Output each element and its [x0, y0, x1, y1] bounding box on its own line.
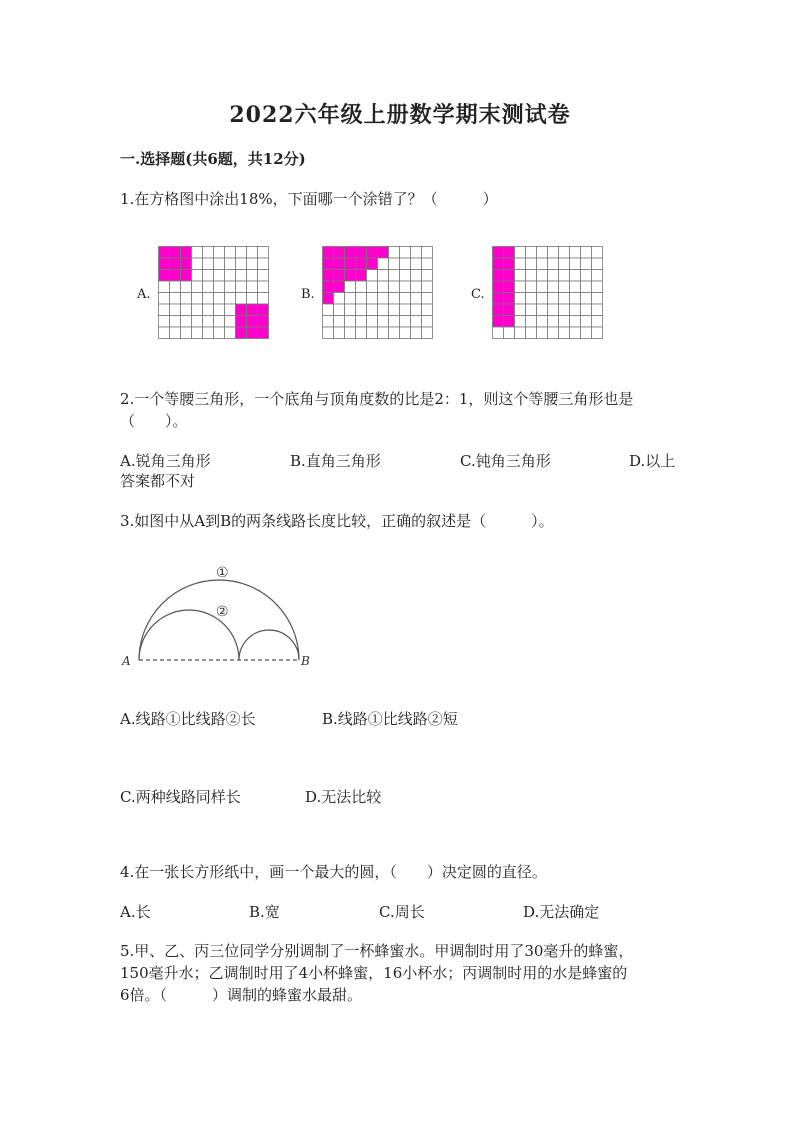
grid-c-cell: [570, 247, 581, 259]
grid-b-cell: [367, 293, 378, 305]
grid-a-cell: [159, 293, 170, 305]
grid-c-cell: [515, 258, 526, 270]
grid-a-cell: [247, 270, 258, 282]
grid-c-cell: [570, 258, 581, 270]
grid-a-cell: [192, 281, 203, 293]
grid-c-shaded-cell: [493, 270, 504, 282]
grid-a-shaded-cell: [247, 327, 258, 339]
grid-a-cell: [236, 293, 247, 305]
grid-b-cell: [323, 316, 334, 328]
grid-c-cell: [548, 270, 559, 282]
grid-b-cell: [389, 281, 400, 293]
grid-b-shaded-cell: [345, 258, 356, 270]
grid-c-cell: [592, 281, 603, 293]
grid-c-cell: [559, 258, 570, 270]
grid-c-cell: [559, 293, 570, 305]
grid-c-cell: [537, 316, 548, 328]
grid-a-cell: [181, 281, 192, 293]
grid-b-cell: [422, 293, 433, 305]
grid-figure-c: [492, 246, 602, 339]
grid-c-cell: [537, 293, 548, 305]
grid-c-cell: [548, 316, 559, 328]
question-3-text: 3.如图中从A到B的两条线路长度比较，正确的叙述是（ ）。: [120, 512, 554, 530]
route-2-small-arc: [239, 630, 299, 660]
grid-c-cell: [559, 327, 570, 339]
question-3-option-a: A.线路①比线路②长: [120, 710, 256, 728]
grid-b-cell: [389, 270, 400, 282]
grid-b-cell: [389, 258, 400, 270]
grid-a-cell: [170, 316, 181, 328]
question-5-line-2: 150毫升水；乙调制时用了4小杯蜂蜜，16小杯水；丙调制时用的水是蜂蜜的: [120, 964, 628, 982]
grid-a-cell: [170, 327, 181, 339]
grid-b-cell: [323, 327, 334, 339]
grid-b-cell: [411, 327, 422, 339]
grid-a-cell: [181, 293, 192, 305]
grid-c-shaded-cell: [493, 304, 504, 316]
grid-c-cell: [515, 247, 526, 259]
grid-a-cell: [181, 316, 192, 328]
grid-a-cell: [236, 247, 247, 259]
question-4-option-c: C.周长: [379, 903, 425, 921]
grid-a-shaded-cell: [181, 258, 192, 270]
question-2-line-1: 2.一个等腰三角形，一个底角与顶角度数的比是2：1，则这个等腰三角形也是: [120, 390, 634, 408]
grid-c-cell: [581, 293, 592, 305]
grid-a-cell: [192, 270, 203, 282]
grid-a-cell: [159, 281, 170, 293]
grid-c-cell: [570, 304, 581, 316]
question-1-text: 1.在方格图中涂出18%，下面哪一个涂错了？（ ）: [120, 190, 498, 208]
grid-c-cell: [526, 304, 537, 316]
grid-a-cell: [192, 258, 203, 270]
grid-b-cell: [400, 270, 411, 282]
grid-b-cell: [389, 304, 400, 316]
grid-b-cell: [367, 270, 378, 282]
grid-a-cell: [214, 258, 225, 270]
grid-c-cell: [493, 327, 504, 339]
grid-b-cell: [334, 304, 345, 316]
grid-c-cell: [526, 281, 537, 293]
grid-b-shaded-cell: [323, 281, 334, 293]
grid-c-cell: [581, 327, 592, 339]
grid-c-cell: [570, 281, 581, 293]
grid-b-cell: [378, 327, 389, 339]
grid-a-cell: [225, 293, 236, 305]
question-4-option-b: B.宽: [249, 903, 280, 921]
grid-a-cell: [203, 247, 214, 259]
grid-c-cell: [548, 247, 559, 259]
grid-a-shaded-cell: [247, 304, 258, 316]
grid-c-shaded-cell: [504, 247, 515, 259]
grid-b-cell: [389, 327, 400, 339]
grid-a-shaded-cell: [170, 270, 181, 282]
grid-b-cell: [345, 304, 356, 316]
grid-c-cell: [526, 258, 537, 270]
grid-c-cell: [581, 304, 592, 316]
grid-b-cell: [378, 258, 389, 270]
grid-b-cell: [367, 281, 378, 293]
grid-a-cell: [203, 316, 214, 328]
grid-b-shaded-cell: [334, 281, 345, 293]
grid-a-shaded-cell: [159, 247, 170, 259]
grid-a-shaded-cell: [236, 316, 247, 328]
grid-a-label: A.: [137, 287, 151, 302]
grid-a-cell: [225, 281, 236, 293]
grid-b-cell: [411, 270, 422, 282]
grid-c-cell: [559, 316, 570, 328]
grid-c-cell: [526, 316, 537, 328]
grid-a-cell: [192, 327, 203, 339]
grid-a-cell: [159, 316, 170, 328]
grid-b-cell: [422, 258, 433, 270]
grid-figure-a: [158, 246, 268, 339]
grid-c-cell: [548, 258, 559, 270]
grid-b-cell: [389, 247, 400, 259]
grid-c-cell: [537, 281, 548, 293]
question-5-line-1: 5.甲、乙、丙三位同学分别调制了一杯蜂蜜水。甲调制时用了30毫升的蜂蜜，: [120, 942, 634, 960]
grid-a-cell: [214, 327, 225, 339]
grid-c-cell: [592, 258, 603, 270]
grid-b-shaded-cell: [345, 270, 356, 282]
question-2-line-2: （ ）。: [120, 412, 188, 430]
grid-b-cell: [356, 316, 367, 328]
grid-b-cell: [400, 327, 411, 339]
grid-a-shaded-cell: [236, 327, 247, 339]
grid-c-shaded-cell: [504, 304, 515, 316]
grid-a-cell: [214, 316, 225, 328]
grid-b-shaded-cell: [378, 247, 389, 259]
grid-b-cell: [345, 293, 356, 305]
grid-a-cell: [170, 281, 181, 293]
grid-a-cell: [236, 270, 247, 282]
grid-c-cell: [570, 293, 581, 305]
grid-c-cell: [559, 247, 570, 259]
grid-a-cell: [247, 293, 258, 305]
grid-c-cell: [526, 247, 537, 259]
question-2-option-d: D.以上: [629, 452, 676, 470]
question-3-option-b: B.线路①比线路②短: [322, 710, 458, 728]
route-2-marker: ②: [216, 604, 229, 620]
grid-b-cell: [411, 281, 422, 293]
grid-b-cell: [378, 293, 389, 305]
grid-a-shaded-cell: [181, 247, 192, 259]
grid-figure-b: [322, 246, 432, 339]
grid-c-cell: [537, 327, 548, 339]
grid-b-cell: [422, 247, 433, 259]
grid-a-shaded-cell: [170, 247, 181, 259]
grid-a-cell: [225, 316, 236, 328]
grid-b-cell: [422, 316, 433, 328]
grid-c-cell: [592, 247, 603, 259]
grid-b-shaded-cell: [345, 247, 356, 259]
grid-b-cell: [422, 304, 433, 316]
question-3-option-d: D.无法比较: [305, 788, 382, 806]
grid-c-shaded-cell: [493, 258, 504, 270]
grid-b-cell: [400, 258, 411, 270]
grid-a-cell: [236, 281, 247, 293]
grid-a-cell: [225, 270, 236, 282]
grid-a-cell: [192, 316, 203, 328]
grid-b-cell: [411, 293, 422, 305]
grid-b-label: B.: [301, 287, 315, 302]
grid-a-cell: [247, 258, 258, 270]
grid-b-cell: [411, 304, 422, 316]
grid-b-cell: [422, 281, 433, 293]
question-4-option-a: A.长: [120, 903, 151, 921]
grid-b-cell: [389, 293, 400, 305]
grid-c-cell: [515, 327, 526, 339]
grid-b-cell: [422, 327, 433, 339]
grid-b-cell: [389, 316, 400, 328]
grid-b-cell: [411, 316, 422, 328]
grid-c-shaded-cell: [504, 316, 515, 328]
grid-a-cell: [258, 258, 269, 270]
question-4-text: 4.在一张长方形纸中，画一个最大的圆，（ ）决定圆的直径。: [120, 863, 547, 881]
grid-b-shaded-cell: [356, 247, 367, 259]
grid-a-cell: [247, 281, 258, 293]
grid-c-cell: [537, 258, 548, 270]
grid-a-cell: [225, 258, 236, 270]
grid-a-cell: [181, 327, 192, 339]
grid-c-cell: [515, 281, 526, 293]
grid-c-cell: [515, 304, 526, 316]
grid-b-shaded-cell: [323, 258, 334, 270]
grid-b-cell: [422, 270, 433, 282]
question-5-line-3: 6倍。（ ）调制的蜂蜜水最甜。: [120, 986, 363, 1004]
grid-b-cell: [345, 327, 356, 339]
grid-c-cell: [515, 293, 526, 305]
grid-c-cell: [515, 316, 526, 328]
grid-c-shaded-cell: [493, 293, 504, 305]
grid-c-shaded-cell: [504, 293, 515, 305]
grid-a-shaded-cell: [247, 316, 258, 328]
question-2-option-c: C.钝角三角形: [460, 452, 551, 470]
grid-c-cell: [570, 316, 581, 328]
grid-c-cell: [581, 258, 592, 270]
grid-c-cell: [537, 270, 548, 282]
grid-b-shaded-cell: [367, 258, 378, 270]
grid-a-cell: [203, 281, 214, 293]
grid-a-cell: [203, 327, 214, 339]
grid-c-cell: [504, 327, 515, 339]
grid-a-cell: [159, 327, 170, 339]
grid-c-cell: [592, 293, 603, 305]
grid-a-cell: [214, 304, 225, 316]
question-2-option-d-continued: 答案都不对: [120, 472, 196, 490]
section-heading: 一.选择题(共6题，共12分): [120, 150, 306, 168]
grid-a-cell: [258, 293, 269, 305]
point-a-label: A: [122, 654, 131, 668]
grid-a-cell: [192, 247, 203, 259]
grid-b-shaded-cell: [334, 270, 345, 282]
grid-c-cell: [592, 270, 603, 282]
grid-c-cell: [581, 281, 592, 293]
grid-a-cell: [214, 281, 225, 293]
grid-c-cell: [537, 304, 548, 316]
grid-b-cell: [378, 281, 389, 293]
grid-a-shaded-cell: [170, 258, 181, 270]
grid-b-cell: [378, 316, 389, 328]
grid-a-cell: [214, 247, 225, 259]
grid-a-cell: [203, 293, 214, 305]
grid-b-cell: [356, 281, 367, 293]
grid-c-cell: [526, 270, 537, 282]
grid-a-shaded-cell: [159, 270, 170, 282]
grid-b-cell: [367, 316, 378, 328]
grid-c-cell: [548, 281, 559, 293]
grid-c-cell: [526, 293, 537, 305]
grid-c-cell: [581, 270, 592, 282]
grid-c-shaded-cell: [493, 247, 504, 259]
grid-b-cell: [400, 281, 411, 293]
grid-c-cell: [581, 247, 592, 259]
grid-a-shaded-cell: [236, 304, 247, 316]
grid-a-shaded-cell: [258, 304, 269, 316]
grid-c-label: C.: [471, 287, 485, 302]
grid-c-shaded-cell: [493, 316, 504, 328]
grid-b-shaded-cell: [323, 247, 334, 259]
grid-c-cell: [537, 247, 548, 259]
grid-a-cell: [181, 304, 192, 316]
grid-b-shaded-cell: [323, 293, 334, 305]
grid-b-shaded-cell: [323, 270, 334, 282]
grid-a-cell: [159, 304, 170, 316]
grid-c-shaded-cell: [504, 270, 515, 282]
grid-c-shaded-cell: [504, 258, 515, 270]
question-4-option-d: D.无法确定: [523, 903, 600, 921]
route-diagram: [115, 555, 330, 675]
grid-b-shaded-cell: [356, 258, 367, 270]
grid-a-shaded-cell: [258, 316, 269, 328]
page-title: 2022六年级上册数学期末测试卷: [229, 102, 571, 128]
grid-b-cell: [356, 293, 367, 305]
grid-a-cell: [258, 270, 269, 282]
grid-a-cell: [192, 293, 203, 305]
grid-c-cell: [548, 304, 559, 316]
question-2-option-a: A.锐角三角形: [120, 452, 211, 470]
grid-b-cell: [334, 316, 345, 328]
grid-b-cell: [356, 304, 367, 316]
grid-c-cell: [592, 316, 603, 328]
grid-a-cell: [258, 281, 269, 293]
grid-a-cell: [225, 247, 236, 259]
grid-b-shaded-cell: [334, 247, 345, 259]
point-b-label: B: [301, 654, 310, 668]
grid-c-cell: [581, 316, 592, 328]
question-2-option-b: B.直角三角形: [290, 452, 381, 470]
grid-a-cell: [214, 293, 225, 305]
grid-a-shaded-cell: [181, 270, 192, 282]
grid-c-cell: [592, 304, 603, 316]
grid-b-cell: [323, 304, 334, 316]
grid-b-cell: [367, 304, 378, 316]
grid-c-cell: [559, 270, 570, 282]
grid-c-cell: [559, 281, 570, 293]
grid-b-cell: [400, 304, 411, 316]
grid-b-cell: [345, 316, 356, 328]
grid-a-cell: [258, 247, 269, 259]
grid-a-cell: [203, 258, 214, 270]
route-1-marker: ①: [216, 565, 229, 581]
grid-c-cell: [526, 327, 537, 339]
grid-c-shaded-cell: [493, 281, 504, 293]
grid-b-cell: [334, 293, 345, 305]
grid-a-cell: [247, 247, 258, 259]
grid-a-cell: [236, 258, 247, 270]
grid-b-cell: [367, 327, 378, 339]
grid-c-cell: [515, 270, 526, 282]
grid-c-cell: [559, 304, 570, 316]
grid-a-cell: [192, 304, 203, 316]
grid-c-cell: [592, 327, 603, 339]
grid-b-shaded-cell: [356, 270, 367, 282]
grid-c-cell: [548, 327, 559, 339]
grid-a-cell: [170, 304, 181, 316]
grid-c-shaded-cell: [504, 281, 515, 293]
grid-a-cell: [214, 270, 225, 282]
grid-b-shaded-cell: [334, 258, 345, 270]
grid-b-cell: [400, 316, 411, 328]
grid-b-cell: [378, 270, 389, 282]
grid-a-cell: [203, 270, 214, 282]
grid-a-cell: [225, 327, 236, 339]
grid-b-cell: [356, 327, 367, 339]
grid-b-cell: [378, 304, 389, 316]
grid-b-cell: [411, 247, 422, 259]
grid-c-cell: [570, 327, 581, 339]
grid-b-cell: [334, 327, 345, 339]
grid-c-cell: [570, 270, 581, 282]
grid-b-shaded-cell: [367, 247, 378, 259]
grid-a-cell: [225, 304, 236, 316]
grid-a-shaded-cell: [258, 327, 269, 339]
grid-a-cell: [203, 304, 214, 316]
grid-b-cell: [345, 281, 356, 293]
grid-a-shaded-cell: [159, 258, 170, 270]
grid-a-cell: [170, 293, 181, 305]
grid-b-cell: [400, 293, 411, 305]
grid-c-cell: [548, 293, 559, 305]
question-3-option-c: C.两种线路同样长: [120, 788, 241, 806]
grid-b-cell: [400, 247, 411, 259]
grid-b-cell: [411, 258, 422, 270]
